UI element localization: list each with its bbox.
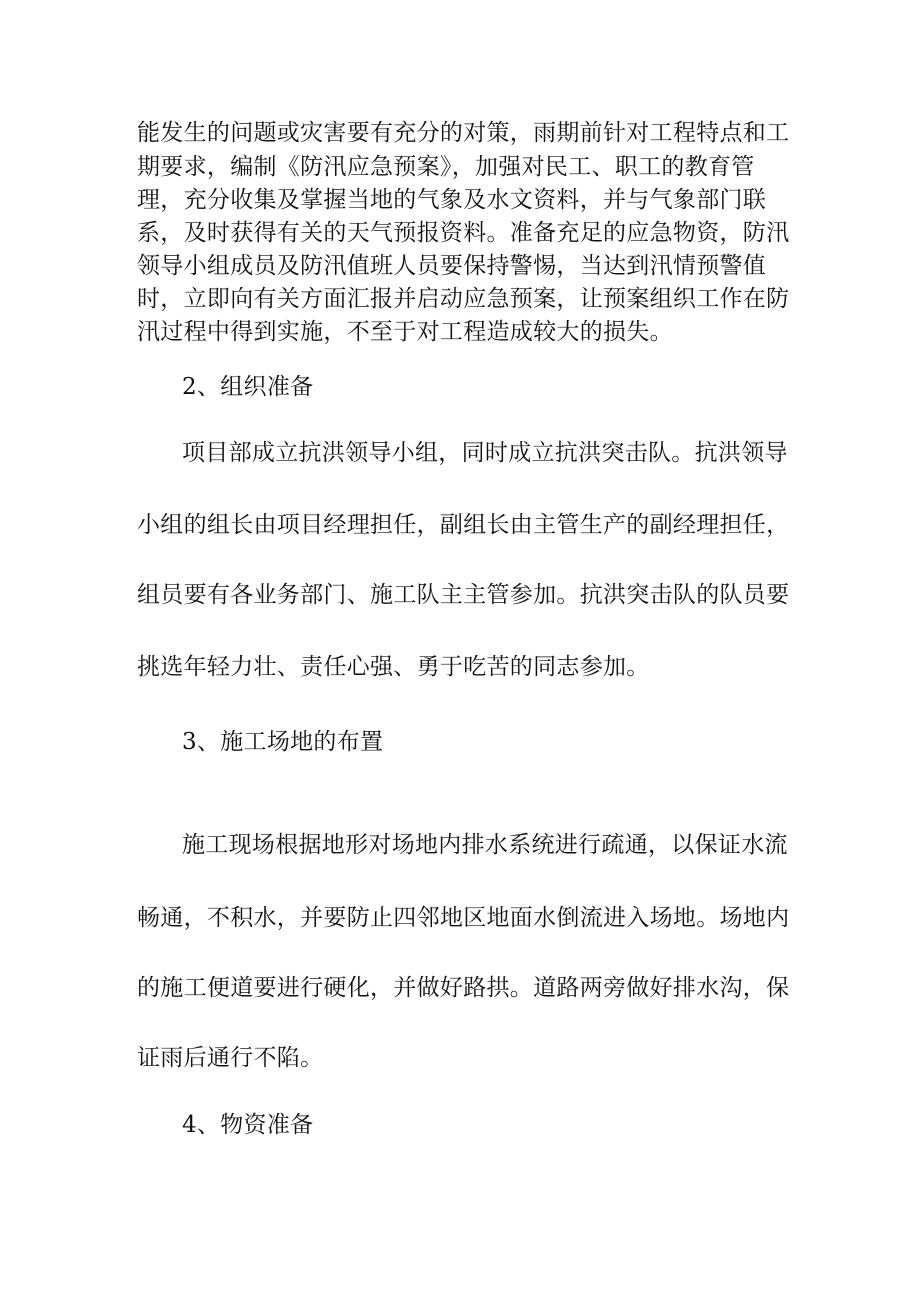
paragraph-3-line-4: 证雨后通行不陷。 bbox=[137, 1045, 324, 1071]
section-heading-materials: 4、物资准备 bbox=[182, 1112, 314, 1138]
paragraph-1-line-4: 系，及时获得有关的天气预报资料。准备充足的应急物资，防汛 bbox=[137, 220, 790, 246]
paragraph-3-line-2: 畅通，不积水，并要防止四邻地区地面水倒流进入场地。场地内 bbox=[137, 905, 790, 931]
paragraph-2-line-4: 挑选年轻力壮、责任心强、勇于吃苦的同志参加。 bbox=[137, 654, 650, 680]
section-heading-site-layout: 3、施工场地的布置 bbox=[182, 729, 384, 755]
section-heading-organization: 2、组织准备 bbox=[182, 374, 314, 400]
paragraph-3-line-3: 的施工便道要进行硬化，并做好路拱。道路两旁做好排水沟，保 bbox=[137, 975, 790, 1001]
paragraph-1-line-3: 理，充分收集及掌握当地的气象及水文资料，并与气象部门联 bbox=[137, 187, 767, 213]
paragraph-1-line-5: 领导小组成员及防汛值班人员要保持警惕，当达到汛情预警值 bbox=[137, 253, 767, 279]
paragraph-1-line-6: 时，立即向有关方面汇报并启动应急预案，让预案组织工作在防 bbox=[137, 286, 790, 312]
paragraph-1-line-1: 能发生的问题或灾害要有充分的对策，雨期前针对工程特点和工 bbox=[137, 120, 790, 146]
paragraph-3-line-1: 施工现场根据地形对场地内排水系统进行疏通，以保证水流 bbox=[182, 832, 788, 858]
paragraph-2-line-2: 小组的组长由项目经理担任，副组长由主管生产的副经理担任， bbox=[137, 512, 790, 538]
paragraph-1-line-7: 汛过程中得到实施，不至于对工程造成较大的损失。 bbox=[137, 319, 673, 345]
paragraph-1-line-2: 期要求，编制《防汛应急预案》，加强对民工、职工的教育管 bbox=[137, 154, 755, 180]
paragraph-2-line-1: 项目部成立抗洪领导小组，同时成立抗洪突击队。抗洪领导 bbox=[182, 440, 788, 466]
paragraph-2-line-3: 组员要有各业务部门、施工队主主管参加。抗洪突击队的队员要 bbox=[137, 582, 790, 608]
